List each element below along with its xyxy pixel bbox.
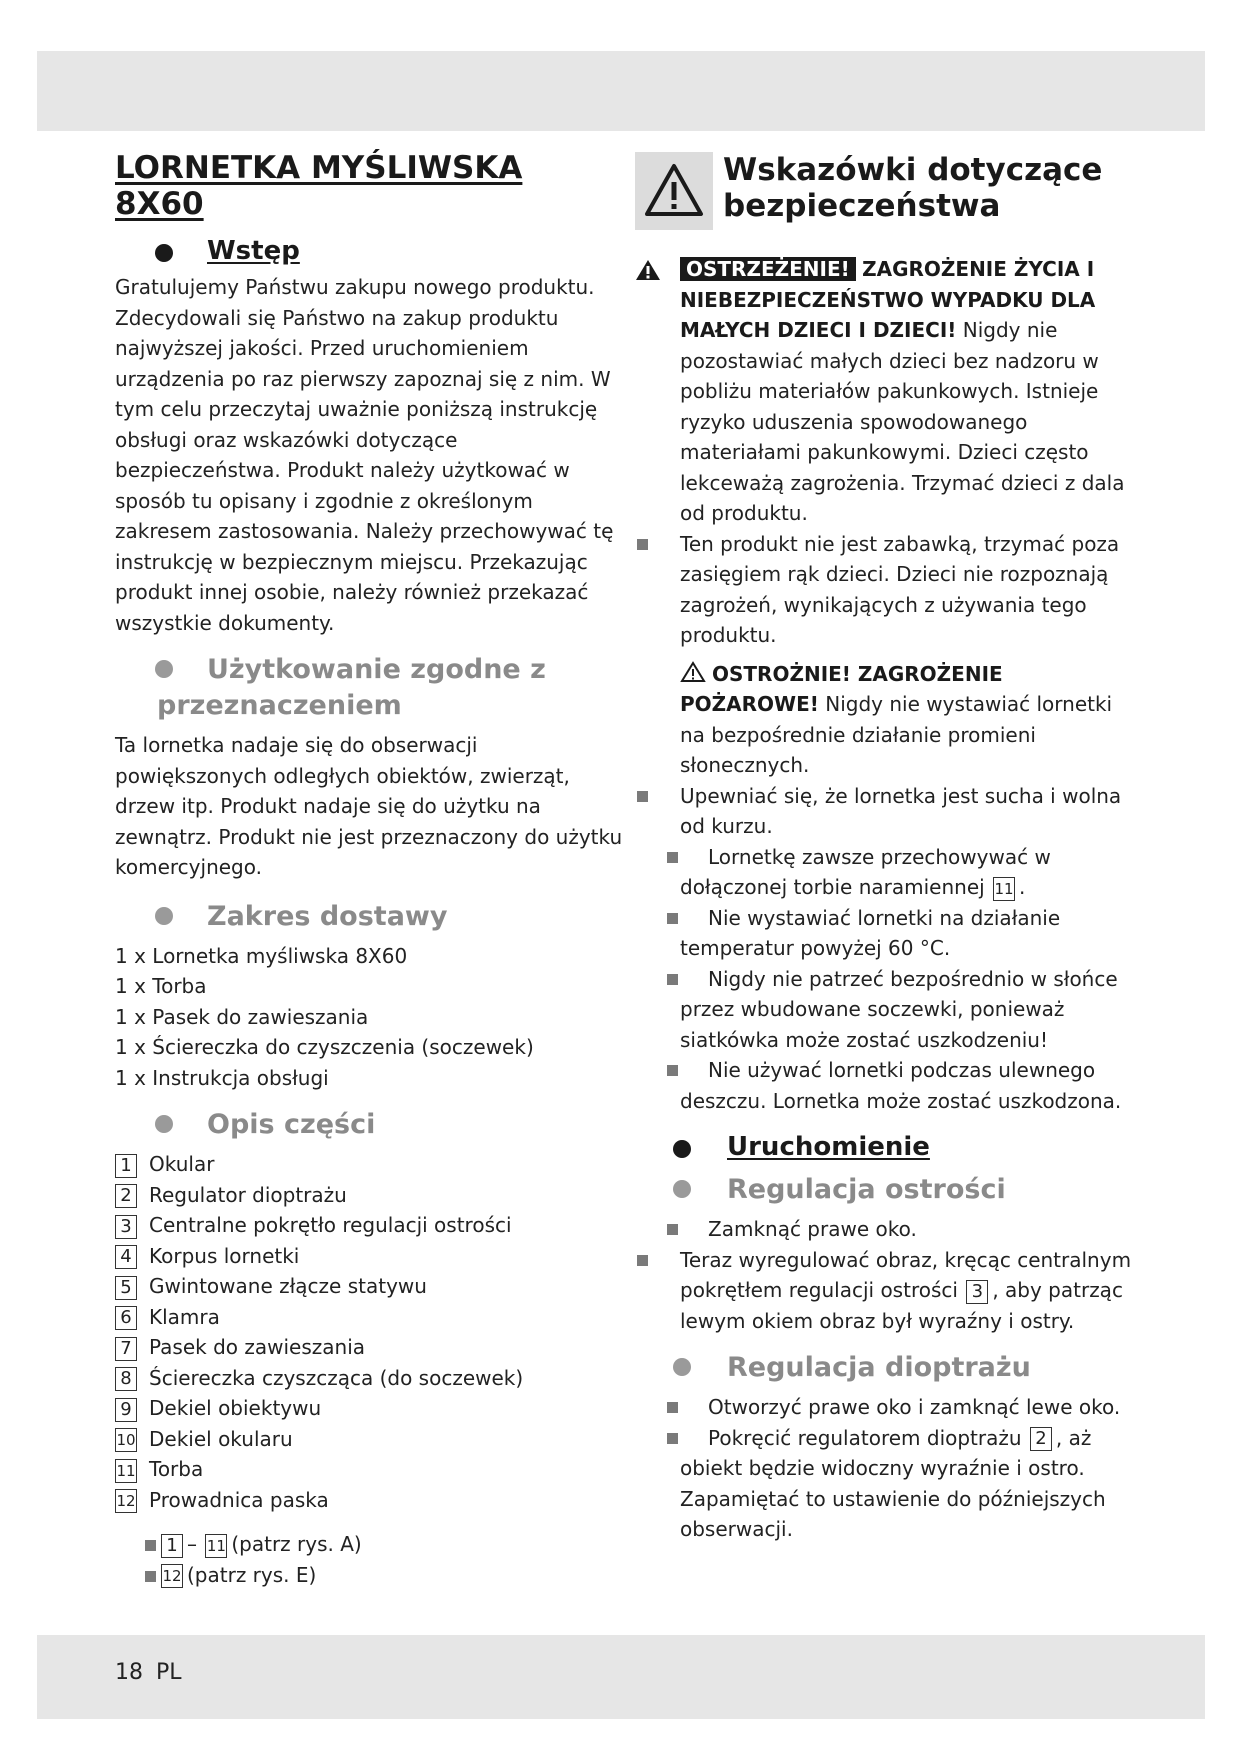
- square-bullet-icon: [637, 539, 648, 550]
- part-number: 11: [115, 1459, 137, 1483]
- header-band: [37, 51, 1205, 131]
- bullet-dot-icon: [155, 660, 173, 678]
- list-item: Otworzyć prawe oko i zamknąć lewe oko.: [635, 1392, 1135, 1423]
- list-item: Zamknąć prawe oko.: [635, 1214, 1135, 1245]
- square-bullet-icon: [145, 1571, 156, 1582]
- section-heading-focus: Regulacja ostrości: [635, 1172, 1135, 1208]
- list-item: Ten produkt nie jest zabawką, trzymać poza zasięgiem rąk dzieci. Dzieci nie rozpoznają zagrożeń, wynikających z używania tego produktu.: [635, 529, 1135, 651]
- part-number: 10: [115, 1428, 137, 1452]
- list-item: 1 x Torba: [115, 974, 207, 998]
- warning-badge: OSTRZEŻENIE!: [680, 257, 856, 281]
- page-footer: [115, 1660, 182, 1685]
- safety-heading: Wskazówki dotyczące bezpieczeństwa: [635, 152, 1135, 232]
- list-item: 6 Klamra: [115, 1302, 625, 1333]
- part-number: 2: [115, 1184, 137, 1208]
- bullet-dot-icon: [673, 1358, 691, 1376]
- part-number: 8: [115, 1367, 137, 1391]
- list-item: 1 x Ściereczka do czyszczenia (soczewek): [115, 1035, 534, 1059]
- bullet-dot-icon: [155, 244, 173, 262]
- parts-list: [115, 1149, 625, 1515]
- section-heading-delivery: Zakres dostawy: [115, 899, 625, 935]
- list-item: 1 x Instrukcja obsługi: [115, 1065, 329, 1090]
- list-item: 3 Centralne pokrętło regulacji ostrości: [115, 1210, 625, 1241]
- footer-band: [37, 1635, 1205, 1719]
- list-item: 10 Dekiel okularu: [116, 1426, 293, 1451]
- section-heading-parts: Opis części: [115, 1107, 625, 1143]
- intro-text: Gratulujemy Państwu zakupu nowego produktu. Zdecydowali się Państwo na zakup produktu najwyższej jakości. Przed uruchomieniem urządzenia po raz pierwszy zapoznaj się z nim. W tym celu przeczytaj uważnie poniższą instrukcję obsługi oraz wskazówki dotyczące bezpieczeństwa. Produkt należy użytkować w sposób tu opisany i zgodnie z określonym zakresem zastosowania. Należy przechowywać tę instrukcję w bezpiecznym miejscu. Przekazując produkt innej osobie, należy również przekazać wszystkie dokumenty.: [115, 275, 614, 635]
- list-item: 1 x Pasek do zawieszania: [115, 1004, 369, 1029]
- page-number: 18: [115, 1660, 143, 1685]
- square-bullet-icon: [667, 1433, 678, 1444]
- reference-line: 1 – 11 (patrz rys. A): [145, 1529, 625, 1560]
- square-bullet-icon: [637, 1255, 648, 1266]
- list-item: 9 Dekiel obiektywu: [115, 1393, 625, 1424]
- bullet-dot-icon: [673, 1180, 691, 1198]
- parts-references: [115, 1529, 625, 1590]
- list-item: 7 Pasek do zawieszania: [115, 1332, 625, 1363]
- square-bullet-icon: [667, 974, 678, 985]
- square-bullet-icon: [667, 852, 678, 863]
- left-column: [115, 150, 625, 1590]
- list-item: 5 Gwintowane złącze statywu: [115, 1271, 625, 1302]
- list-item: 1 x Lornetka myśliwska 8X60: [115, 943, 408, 968]
- section-heading-usage: Użytkowanie zgodne z przeznaczeniem: [157, 654, 546, 721]
- square-bullet-icon: [637, 791, 648, 802]
- part-number: 9: [115, 1398, 137, 1422]
- square-bullet-icon: [667, 913, 678, 924]
- list-item: Teraz wyregulować obraz, kręcąc centralnym pokrętłem regulacji ostrości 3 , aby patrząc lewym okiem obraz był wyraźny i ostry.: [635, 1245, 1135, 1337]
- list-item: Upewniać się, że lornetka jest sucha i wolna od kurzu.: [635, 781, 1135, 842]
- list-item: 11 Torba: [116, 1457, 204, 1481]
- part-number: 12: [115, 1489, 137, 1513]
- usage-text: Ta lornetka nadaje się do obserwacji powiększonych odległych obiektów, zwierząt, drzew itp. Produkt nadaje się do użytku na zewnątrz. Produkt nie jest przeznaczony do użytku komercyjnego.: [115, 733, 623, 879]
- warning-triangle-icon: [635, 258, 661, 282]
- list-item: 1 Okular: [115, 1149, 625, 1180]
- warning-icon-box: [635, 152, 713, 230]
- part-number: 4: [115, 1245, 137, 1269]
- part-number: 1: [115, 1154, 137, 1178]
- list-item: 4 Korpus lornetki: [115, 1241, 625, 1272]
- right-column: [635, 152, 1135, 1545]
- square-bullet-icon: [667, 1065, 678, 1076]
- section-heading-diopter: Regulacja dioptrażu: [635, 1350, 1135, 1386]
- part-number: 5: [115, 1276, 137, 1300]
- page-title: LORNETKA MYŚLIWSKA 8X60: [115, 150, 523, 222]
- reference-line: 12 (patrz rys. E): [145, 1560, 625, 1591]
- delivery-list: [115, 941, 625, 1094]
- square-bullet-icon: [667, 1402, 678, 1413]
- part-number: 3: [115, 1215, 137, 1239]
- list-item: Pokręcić regulatorem dioptrażu 2 , aż obiekt będzie widoczny wyraźnie i ostro. Zapamiętać to ustawienie do późniejszych obserwacji.: [635, 1423, 1135, 1545]
- part-number: 7: [115, 1337, 137, 1361]
- bullet-dot-icon: [155, 1115, 173, 1133]
- warning-item: OSTRZEŻENIE! ZAGROŻENIE ŻYCIA I NIEBEZPIECZEŃSTWO WYPADKU DLA MAŁYCH DZIECI I DZIECI! Nigdy nie pozostawiać małych dzieci bez nadzoru w pobliżu materiałów pakunkowych. Istnieje ryzyko uduszenia spowodowanego materiałami pakunkowymi. Dzieci często lekceważą zagrożenia. Trzymać dzieci z dala od produktu.: [635, 254, 1135, 529]
- square-bullet-icon: [667, 1224, 678, 1235]
- list-item: Nie wystawiać lornetki na działanie temperatur powyżej 60 °C.: [635, 903, 1135, 964]
- caution-triangle-icon: [680, 661, 706, 683]
- section-heading-intro: Wstęp: [115, 236, 625, 266]
- list-item: 2 Regulator dioptrażu: [115, 1180, 625, 1211]
- caution-item: OSTROŻNIE! ZAGROŻENIE POŻAROWE! Nigdy nie wystawiać lornetki na bezpośrednie działanie promieni słonecznych.: [680, 661, 1113, 777]
- list-item: Lornetkę zawsze przechowywać w dołączonej torbie naramiennej 11 .: [635, 842, 1135, 903]
- list-item: 12 Prowadnica paska: [116, 1487, 329, 1512]
- part-number: 6: [115, 1306, 137, 1330]
- list-item: Nie używać lornetki podczas ulewnego deszczu. Lornetka może zostać uszkodzona.: [635, 1055, 1135, 1116]
- bullet-dot-icon: [673, 1140, 691, 1158]
- language-code: PL: [156, 1660, 182, 1685]
- section-heading-start: Uruchomienie: [635, 1132, 1135, 1162]
- warning-triangle-icon: [635, 152, 713, 230]
- list-item: Nigdy nie patrzeć bezpośrednio w słońce przez wbudowane soczewki, ponieważ siatkówka może zostać uszkodzeniu!: [635, 964, 1135, 1056]
- bullet-dot-icon: [155, 907, 173, 925]
- list-item: 8 Ściereczka czyszcząca (do soczewek): [115, 1363, 625, 1394]
- square-bullet-icon: [145, 1540, 156, 1551]
